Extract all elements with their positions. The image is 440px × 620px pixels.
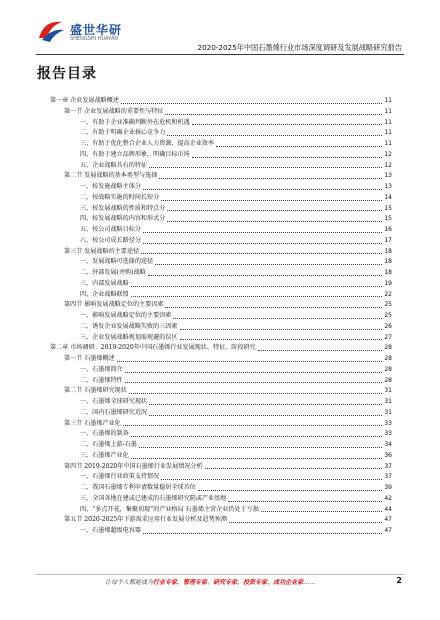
toc-entry[interactable]: [50, 343, 392, 354]
toc-entry-page: 11: [384, 118, 392, 126]
toc-entry[interactable]: [50, 193, 392, 204]
toc-entry-label: 四、有助于建立品牌形象，明确目标市场: [80, 150, 190, 158]
toc-leader-dots: [149, 404, 382, 405]
toc-entry-label: 二、按战略实施的时间长短分: [80, 193, 160, 201]
toc-leader-dots: [216, 146, 382, 147]
toc-entry[interactable]: [50, 505, 392, 516]
toc-leader-dots: [261, 511, 383, 512]
toc-entry-label: 四、“多点开花，集聚初现”的产业格局 石墨烯主营企业仍处于亏损: [80, 505, 259, 513]
toc-entry-label: 第二章 市场调研：2019-2020年中国石墨烯行业发展现状、特征、阶段研究: [50, 344, 256, 352]
toc-leader-dots: [155, 264, 382, 265]
toc-entry-page: 25: [384, 312, 392, 319]
toc-entry-page: 28: [384, 344, 392, 352]
footer-divider: [36, 574, 404, 575]
toc-entry-page: 37: [384, 473, 392, 481]
toc-entry-page: 18: [384, 269, 392, 276]
toc-entry-page: 47: [384, 527, 392, 534]
footer-role-separator: 、: [237, 579, 244, 586]
toc-entry-page: 19: [384, 279, 392, 287]
toc-leader-dots: [125, 382, 383, 383]
toc-entry[interactable]: [50, 96, 392, 107]
footer-role: 管理专家: [183, 579, 208, 586]
toc-entry-label: 第二节 石墨烯研究现状: [64, 387, 127, 395]
toc-entry-label: 第三节 石墨烯产业化: [64, 419, 121, 427]
toc-entry-label: 二、我国石墨烯专利申请数量稳居全球首位: [80, 484, 196, 491]
toc-entry-page: 37: [384, 462, 392, 470]
footer-role: 成功企业家: [273, 579, 304, 586]
table-of-contents: [50, 96, 392, 537]
toc-entry-page: 11: [384, 107, 392, 115]
toc-entry[interactable]: [50, 139, 392, 150]
toc-entry-label: 五、企业战略具有的特征: [80, 161, 148, 169]
toc-leader-dots: [228, 501, 382, 502]
toc-entry-label: 二、外部发展(并购)战略: [80, 269, 146, 276]
footer-suffix: ……: [303, 579, 316, 586]
footer-role: 行业专家: [153, 579, 178, 586]
page-header: [0, 0, 440, 60]
toc-entry[interactable]: [50, 408, 392, 419]
toc-entry[interactable]: [50, 354, 392, 365]
toc-entry[interactable]: [50, 472, 392, 483]
toc-entry-label: 二、有助于明确企业核心竞争力: [80, 129, 166, 137]
toc-leader-dots: [167, 210, 382, 211]
toc-entry-page: 12: [384, 150, 392, 158]
toc-entry-label: 二、国内石墨烯研究近况: [80, 408, 148, 416]
toc-leader-dots: [148, 275, 383, 276]
footer-slogan: [105, 577, 315, 586]
toc-leader-dots: [149, 415, 382, 416]
toc-entry[interactable]: [50, 526, 392, 537]
toc-leader-dots: [159, 178, 382, 179]
toc-entry-label: 一、影响发展战略定位的主要因素: [80, 312, 172, 319]
toc-entry-label: 二、石墨烯特性: [80, 376, 123, 384]
toc-entry-label: 一、按发施战略主体分: [80, 183, 141, 190]
toc-entry[interactable]: [50, 150, 392, 161]
toc-entry-label: 第四节 2019-2020年中国石墨烯行业发展情况分析: [64, 462, 203, 470]
toc-entry-page: 39: [384, 484, 392, 491]
header-divider: [36, 54, 404, 55]
logo-mark-icon: [36, 18, 66, 44]
toc-leader-dots: [205, 468, 383, 469]
toc-entry-page: 31: [384, 398, 392, 405]
toc-leader-dots: [143, 243, 382, 244]
toc-leader-dots: [161, 200, 382, 201]
toc-leader-dots: [192, 124, 383, 125]
toc-leader-dots: [117, 361, 383, 362]
toc-leader-dots: [198, 490, 383, 491]
toc-entry[interactable]: [50, 440, 392, 451]
toc-entry-page: 14: [384, 193, 392, 201]
toc-entry[interactable]: [50, 300, 392, 311]
toc-leader-dots: [173, 318, 382, 319]
toc-entry-label: 一、石墨烯的制备: [80, 430, 129, 438]
toc-entry-page: 13: [384, 183, 392, 190]
toc-entry-page: 26: [384, 322, 392, 330]
toc-entry-label: 一、石墨烯行业政策支持情况: [80, 473, 160, 481]
toc-leader-dots: [143, 533, 382, 534]
toc-leader-dots: [167, 135, 382, 136]
toc-entry-label: 三、全国各地在建或已建成的石墨烯研究院或产业基地: [80, 494, 227, 502]
toc-entry[interactable]: [50, 311, 392, 322]
toc-entry-page: 11: [384, 97, 392, 104]
toc-entry-page: 34: [384, 441, 392, 448]
toc-entry[interactable]: [50, 462, 392, 473]
toc-leader-dots: [131, 286, 383, 287]
footer-role-separator: 、: [267, 579, 274, 586]
toc-entry-label: 一、石墨烯简介: [80, 365, 123, 373]
toc-entry-label: 二、诱发企业发展战略失败的三因素: [80, 322, 178, 330]
toc-leader-dots: [131, 458, 383, 459]
toc-leader-dots: [180, 329, 383, 330]
toc-entry[interactable]: [50, 483, 392, 494]
toc-leader-dots: [180, 339, 383, 340]
toc-entry-label: 四、按发展战略的内容和形式分: [80, 215, 166, 223]
toc-leader-dots: [229, 522, 382, 523]
toc-entry-page: 12: [384, 161, 392, 169]
toc-entry-label: 三、内部发展战略: [80, 279, 129, 287]
toc-entry[interactable]: [50, 419, 392, 430]
footer-role: 研究专家: [213, 579, 238, 586]
toc-leader-dots: [123, 425, 383, 426]
toc-entry[interactable]: [50, 397, 392, 408]
toc-entry-page: 15: [384, 215, 392, 223]
toc-entry-label: 一、石墨烯全球研究现状: [80, 398, 148, 405]
toc-entry-page: 27: [384, 333, 392, 341]
toc-entry-page: 33: [384, 430, 392, 438]
toc-leader-dots: [131, 436, 383, 437]
toc-leader-dots: [165, 307, 382, 308]
toc-entry[interactable]: [50, 161, 392, 172]
toc-entry-label: 三、按发展战略的性质和特点分: [80, 204, 166, 212]
toc-entry[interactable]: [50, 376, 392, 387]
toc-entry[interactable]: [50, 236, 392, 247]
toc-entry[interactable]: [50, 494, 392, 505]
toc-entry-label: 二、石墨烯上游-石墨: [80, 441, 137, 448]
footer-role-separator: 、: [177, 579, 184, 586]
toc-leader-dots: [149, 167, 382, 168]
toc-entry[interactable]: [50, 515, 392, 526]
toc-entry-page: 11: [384, 129, 392, 137]
toc-leader-dots: [167, 221, 382, 222]
footer-roles: [153, 579, 303, 586]
toc-leader-dots: [258, 350, 383, 351]
toc-leader-dots: [161, 479, 382, 480]
logo-text: 盛世华研: [70, 23, 123, 37]
toc-entry-page: 28: [384, 355, 392, 362]
toc-entry[interactable]: [50, 128, 392, 139]
footer-role: 投资专家: [243, 579, 268, 586]
toc-leader-dots: [139, 447, 382, 448]
toc-leader-dots: [143, 189, 382, 190]
toc-entry[interactable]: [50, 279, 392, 290]
toc-entry-page: 18: [384, 258, 392, 266]
toc-leader-dots: [121, 103, 382, 104]
toc-leader-dots: [129, 393, 382, 394]
report-title: 2020-2025年中国石墨烯行业市场深度调研及发展战略研究报告: [197, 43, 402, 52]
logo-subtext: SHENGSHI HUAYAN: [70, 36, 118, 42]
toc-entry-page: 17: [384, 236, 392, 244]
toc-entry[interactable]: [50, 171, 392, 182]
toc-entry-label: 四、企业战略联盟: [80, 290, 129, 298]
toc-entry-page: 47: [384, 516, 392, 524]
toc-entry[interactable]: [50, 214, 392, 225]
footer-prefix: 让每个人都能成为: [105, 579, 154, 586]
page-number: 2: [396, 576, 402, 585]
toc-entry-label: 三、有助于优化整合企业人力资源，提高企业效率: [80, 140, 215, 147]
toc-entry-page: 36: [384, 451, 392, 459]
toc-entry-page: 28: [384, 365, 392, 373]
toc-entry[interactable]: [50, 107, 392, 118]
toc-entry[interactable]: [50, 268, 392, 279]
toc-entry-label: 三、企业发展战略规划需规避的误区: [80, 333, 178, 341]
toc-entry[interactable]: [50, 451, 392, 462]
toc-entry[interactable]: [50, 386, 392, 397]
toc-entry[interactable]: [50, 204, 392, 215]
toc-leader-dots: [125, 372, 383, 373]
company-logo: [36, 18, 122, 46]
footer-role-separator: 、: [207, 579, 214, 586]
toc-entry[interactable]: [50, 429, 392, 440]
toc-leader-dots: [141, 253, 382, 254]
toc-leader-dots: [131, 296, 383, 297]
toc-entry-page: 44: [384, 505, 392, 513]
toc-entry[interactable]: [50, 225, 392, 236]
toc-entry-page: 11: [384, 140, 392, 147]
toc-entry[interactable]: [50, 182, 392, 193]
toc-entry-page: 13: [384, 172, 392, 180]
toc-entry-page: 18: [384, 247, 392, 255]
toc-entry-page: 42: [384, 494, 392, 502]
toc-entry-label: 三、石墨烯产业化: [80, 451, 129, 459]
toc-entry-page: 16: [384, 226, 392, 233]
toc-entry-page: 31: [384, 387, 392, 395]
toc-entry-label: 第一节 企业发展战略的重要性与特征: [64, 107, 164, 115]
toc-heading: 报告目录: [37, 66, 97, 82]
toc-entry-page: 22: [384, 290, 392, 298]
toc-entry[interactable]: [50, 333, 392, 344]
toc-entry-label: 五、按公司战略目标分: [80, 226, 141, 233]
toc-entry[interactable]: [50, 290, 392, 301]
toc-entry[interactable]: [50, 322, 392, 333]
toc-entry-label: 第五节 2020-2025年下游需求应用行业发展分析及趋势预测: [64, 516, 227, 524]
toc-entry-page: 28: [384, 376, 392, 384]
toc-entry[interactable]: [50, 247, 392, 258]
toc-entry-page: 25: [384, 301, 392, 309]
toc-entry-page: 33: [384, 419, 392, 427]
toc-entry-page: 31: [384, 408, 392, 416]
toc-entry[interactable]: [50, 365, 392, 376]
toc-entry[interactable]: [50, 118, 392, 129]
toc-entry-label: 六、按公司成长路径分: [80, 236, 141, 244]
toc-leader-dots: [192, 157, 383, 158]
toc-leader-dots: [143, 232, 382, 233]
toc-entry[interactable]: [50, 257, 392, 268]
toc-entry-label: 第一章 企业发展战略概述: [50, 97, 119, 104]
toc-entry-label: 第三节 发展战略的主要途径: [64, 247, 140, 255]
toc-entry-label: 一、有助于企业准确判断外在危机和机遇: [80, 118, 190, 126]
toc-entry-label: 第一节 石墨烯概述: [64, 355, 115, 362]
toc-entry-label: 第二节 发展战略的基本类型与选择: [64, 172, 158, 180]
toc-entry-label: 一、发展战略可选择的途径: [80, 258, 154, 266]
toc-leader-dots: [165, 114, 382, 115]
toc-entry-label: 一、石墨烯超级电容器: [80, 527, 141, 534]
toc-entry-label: 第四节 影响发展战略定位的主要因素: [64, 301, 164, 309]
toc-entry-page: 15: [384, 204, 392, 212]
